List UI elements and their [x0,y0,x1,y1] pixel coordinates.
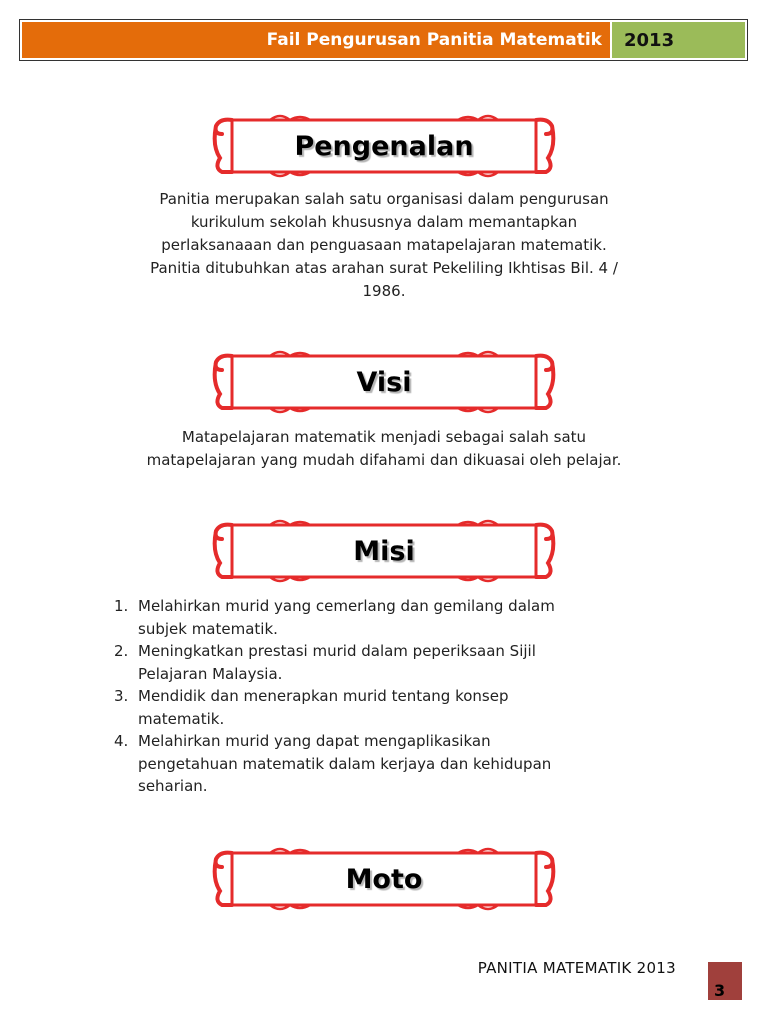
text-line: Meningkatkan prestasi murid dalam peperiksaan Sijil [138,642,536,660]
banner-pengenalan [210,112,558,180]
list-item-number: 4. [114,732,129,750]
page-number: 3 [714,981,726,1000]
footer-text: PANITIA MATEMATIK 2013 [477,959,676,977]
section-heading-misi: Misi [353,535,415,567]
header-title: Fail Pengurusan Panitia Matematik [22,22,610,58]
text-line: Pelajaran Malaysia. [138,664,283,683]
list-item [96,730,656,798]
text-line: perlaksanaaan dan penguasaan matapelajaran matematik. [161,236,607,254]
text-line: pengetahuan matematik dalam kerjaya dan kehidupan [138,754,552,773]
banner-moto [210,845,558,913]
misi-list [96,595,656,798]
list-item-number: 2. [114,642,129,660]
header-year: 2013 [612,22,745,58]
list-item [96,685,656,730]
text-line: Mendidik dan menerapkan murid tentang konsep [138,687,509,705]
text-line: matapelajaran yang mudah difahami dan dikuasai oleh pelajar. [146,451,622,469]
text-line: kurikulum sekolah khususnya dalam memantapkan [190,213,578,231]
text-line: matematik. [138,709,225,728]
text-line: Melahirkan murid yang cemerlang dan gemilang dalam [138,597,555,615]
section-heading-pengenalan: Pengenalan [294,130,474,162]
document-header [19,19,748,61]
list-item [96,640,656,685]
text-line: subjek matematik. [138,619,278,638]
text-line: seharian. [138,777,208,795]
section-heading-visi: Visi [356,366,412,398]
visi-text [80,426,688,472]
list-item [96,595,656,640]
text-line: Matapelajaran matematik menjadi sebagai salah satu [181,428,587,446]
pengenalan-text [80,188,688,303]
list-item-number: 3. [114,687,129,705]
text-line: Melahirkan murid yang dapat mengaplikasikan [138,732,491,750]
banner-visi [210,348,558,416]
banner-misi [210,517,558,585]
text-line: Panitia merupakan salah satu organisasi dalam pengurusan [159,190,609,208]
text-line: Panitia ditubuhkan atas arahan surat Pekeliling Ikhtisas Bil. 4 / [150,259,618,277]
list-item-number: 1. [114,597,129,615]
section-heading-moto: Moto [345,863,423,895]
text-line: 1986. [362,282,406,300]
